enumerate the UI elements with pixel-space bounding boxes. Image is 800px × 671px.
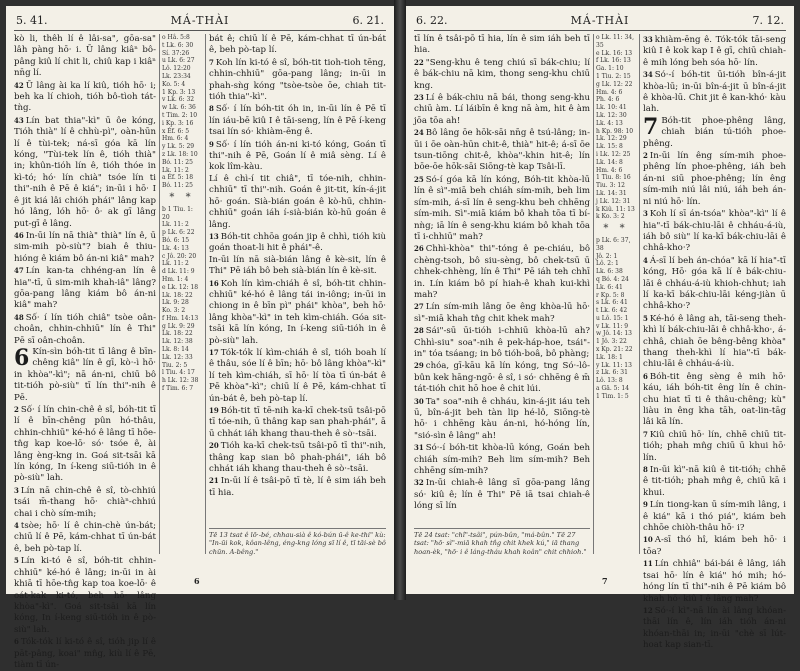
cross-reference: Lk. 23:34 [162, 72, 191, 80]
right-header-book-title: MÁ-THÀI [570, 14, 630, 27]
verse-number: 17 [209, 347, 219, 357]
verse-text: Bô lâng ōe hōk-sāi nn̄g ê tsú-lâng; in-ūi i ōe oàn-hūn chit-ê, thià" hit-ê; á-sī ōe tsun-tiōng chit-ê, khòa"-khin hit-ê; lín bōe-ōe hōk-sāi Siōng-tè kap Tsâi-lī. [414, 128, 590, 173]
verse-paragraph [414, 174, 590, 243]
cross-reference: v Lk. 6: 32 [162, 96, 195, 104]
cross-reference: t Tim. 2: 10 [162, 111, 198, 119]
verse-paragraph [643, 113, 786, 150]
cross-reference: f Lk. 16: 13 [596, 57, 631, 65]
cross-reference: Ph. 4: 6 [596, 96, 620, 104]
verse-number: 9 [643, 500, 648, 510]
left-cross-references [162, 34, 202, 554]
verse-paragraph [643, 34, 786, 69]
cross-reference: Hm. 4: 6 [596, 88, 623, 96]
chapter-number: 7 [643, 113, 659, 140]
verse-text: Lín bat thia"-kì" ū ôe kóng, Tióh thià" lí ê chhù-pì", oàn-hūn lí ê tùi-tek; ná-sī góa kā lín kóng, "Tùi-tek lín ê, tióh thià" in; khûn-tióh lín ê, tióh thóe in kì-tó; hó· lín chià" tsóe lín ti thi"-nih ê Pē ê kiá"; in-ūi i hō· I ê jit kiá lâi chióh phái" lâng kap hó lâng, lóh hō· ô· ak gī lâng put-gī ê lâng. [14, 115, 156, 229]
cross-reference: e Lk. 16: 13 [596, 49, 633, 57]
verse-text: tsòe; hō· lí ê chin-chè ún-bát; chiū lí ê Pē, kám-chhat tī ún-bát ê, beh pò-tap lí. [14, 521, 156, 554]
right-text-column-2 [643, 34, 786, 651]
verse-text: Lín chhiâ" bái-bái ê lâng, iáh tsai hō· lín ê kiá" hó mih; hó-hóng lín tī thi"-nih ê Pē kiám bô khah hō· kiû I ê lâng mah? [643, 559, 786, 604]
verse-text: Số· í lín tióh chiâ" tsòe oân-choân, chhin-chhiū" lín ê Thi" Pē sī oân-choân. [14, 312, 156, 346]
cross-reference: g Lk. 12: 22 [596, 80, 633, 88]
cross-reference: a Éf. 5: 18 [162, 174, 194, 182]
column-divider [593, 34, 594, 554]
verse-text: Bóh-tit chhōa goán jip ê chhì, tióh kiù goán thoat-li hit ê phái"-ê. [209, 231, 386, 254]
verse-text: In-ūi lín nā sià-bián lâng ê kè-sit, lín ê Thi" Pē iáh bô beh sià-bián lín ê kè-sit. [209, 254, 386, 277]
verse-text: Lín kan-ta chhéng-an lín ê hia"-tī, ū sim-mih khah-iâ" lâng? gōa-pang lâng kiám bô án-ni kiâ" mah? [14, 266, 156, 311]
verse-text: Koh lín kìm-chiáh ê sî, bóh-tit chhin-chhiū" ké-hó ê lâng tái in-iông; in-ūi in chiong in ê bīn pì" phái" khòa", beh hō· lâng khòa"-kì" in teh kìm-chiáh. Góa sit-tsāi kā lín kóng, In í-keng siū-tióh in ê pò-siù" lah. [209, 278, 386, 346]
verse-text: In-ūi lín nā thià" thià" lín ê, ū sim-mih pò-siù"? biah ê thiu-hióng ê kiám bô án-ni kiâ" mah? [14, 230, 156, 264]
cross-reference: Lk. 12: 30 [596, 111, 627, 119]
verse-text: Chhì-khòa" thi"-tóng ê pe-chiáu, bô chèng-tsoh, bô siu-sèng, bô chek-tsū ū chhek-chhèng, lín ê Thi" Pē iáh teh chhī in. Lín kiám bô pí hiah-ê khah kui-khì mah? [414, 244, 590, 300]
cross-reference: i Lk. 12: 25 [596, 150, 631, 158]
cross-reference: Tiu. 3: 12 [596, 182, 625, 190]
left-text-column-1 [14, 34, 156, 670]
verse-text: A-sī thó hî, kiám beh hō· i tōa? [643, 535, 786, 557]
right-page-number: 7 [602, 576, 608, 586]
verse-paragraph [14, 34, 156, 80]
cross-reference: u Lk. 6: 27 [162, 57, 195, 65]
cross-reference: 1 Tiu. 8: 16 [596, 174, 631, 182]
verse-number: 31 [414, 443, 424, 453]
book-gutter [394, 0, 406, 600]
verse-number: 21 [209, 476, 219, 486]
verse-number: 10 [643, 535, 653, 545]
cross-reference: Lk. 15: 8 [596, 143, 623, 151]
header-rule [14, 30, 386, 31]
cross-reference: e Lk. 12: 18 [162, 283, 199, 291]
header-rule [414, 30, 786, 31]
right-text-column-1 [414, 34, 590, 524]
verse-number: 24 [414, 128, 424, 138]
verse-number: 4 [643, 255, 648, 265]
cross-reference: x Éf. 6: 5 [162, 127, 190, 135]
verse-text: Tók-tók lí ki-tó ê sî, tióh jip lí ê pāt-pâng, koai" mn̂g, kiù lí ê Pē, tiàm tī ún- [14, 637, 156, 670]
verse-paragraph [209, 278, 386, 347]
verse-paragraph [414, 396, 590, 443]
cross-reference: Lk. 11: 2 [162, 166, 189, 174]
verse-text: Lí ê chì-í tit chiâ", tī tóe-nih, chhin-chhiū" tī thi"-nih. Goán ê jit-tit, kín-á-jit hō· goán. Sià-bián goán ê kò-hū, chhin-chhiū" goán iáh í-sià-bián kò-hū goán ê lâng. [209, 173, 386, 230]
cross-reference: Lk. 18: 1 [596, 353, 623, 361]
cross-reference: t Lk. 6: 42 [596, 307, 628, 315]
cross-reference: Lk. 18: 22 [162, 330, 193, 338]
verse-text: Lín sím-mih lâng ōe êng khòa-lū hō· sì"-miā khah tn̂g chit khek mah? [414, 302, 590, 324]
verse-text: Ta" soa"-nih ê chháu, kin-á-jit iáu teh ū, bîn-á-jit beh tàn lip hé-lô, Siōng-tè hō· i chhēng kàu án-ni, hó-hóng lín, "sió-sìn ê lâng" ah! [414, 396, 590, 441]
chapter-separator-stars: * * [603, 223, 629, 235]
verse-number: 6 [643, 371, 648, 381]
verse-number: 42 [14, 80, 24, 90]
verse-text: Lín ki-tó ê sî, bóh-tit chhin-chhiū" ké-hó ê lâng; in-ūi in ài khiā tī hōe-tn̂g kap toa koe-lō· ê oát-kak ki-tó, beh hō· lâng khòa"-kì". Goá sit-tsāi kā lín kóng, In í-keng siū-tióh in ê pò-siù" lah. [14, 556, 156, 635]
verse-number: 43 [14, 115, 24, 125]
cross-reference: s Lk. 6: 41 [596, 299, 628, 307]
verse-number: 2 [643, 151, 648, 161]
verse-paragraph [209, 475, 386, 499]
verse-text: "Seng-khu ê teng chiú sī bák-chiu; lí ê bák-chiu nā kim, thong seng-khu chiū kng. [414, 57, 590, 91]
verse-number: 20 [209, 441, 219, 451]
verse-text: Sái"-sū ūi-tióh i-chhiū khòa-lū ah? Chhì-siu" soa"-nih ê pek-háp-hoe, tsái"-in" tóa tsáang; in bô tióh-boâ, bô phàng; [414, 326, 590, 359]
verse-paragraph [414, 301, 590, 325]
verse-paragraph [14, 115, 156, 230]
verse-paragraph [643, 534, 786, 558]
verse-paragraph [14, 230, 156, 265]
right-header-ref-start: 6. 22. [416, 14, 448, 27]
cross-reference: l Tiu. 4: 17 [162, 369, 195, 377]
cross-reference: Bó. 11: 25 [162, 182, 193, 190]
verse-paragraph [643, 208, 786, 255]
verse-text: Tióh ka-kī chek-tsū tsâi-pō tī thi"-nih, thâng kap sian bô phah-phái", iáh bô chhát iáh khang thau-theh ê sò·-tsāi. [209, 441, 386, 475]
cross-reference: Lk. 11: 2 [162, 260, 189, 268]
cross-reference: f Tim. 6: 7 [162, 385, 194, 393]
verse-text: khiàm-ēng ê. Tók-tók tāi-seng kiû I ê kok kap I ê gī, chiū chiah-ê mih lóng beh sóa hō· lín. [643, 35, 786, 68]
right-footnote: Tē 24 tsat: "chî"-tsâi", pún-bûn, "má-bûn." Tē 27 tsat: "hō· sì"-miā khah tn̂g chit khek kú," iā thang hoan-èk, "hō· i ê láng-tháu khah koân" chit chhioh." [414, 531, 587, 556]
verse-text: Bóh-tit phoe-phêng lâng, chiah bián tú-tióh phoe-phêng. [643, 115, 786, 149]
verse-number: 2 [14, 405, 19, 414]
verse-paragraph [209, 174, 386, 231]
cross-reference: Ko. 5: 4 [162, 80, 186, 88]
verse-text: Lín tiong-kan ū sím-mih lâng, i ê kiá" kā i thó piá", kiám beh chhōe chiòh-thâu hō· i? [643, 500, 786, 534]
verse-paragraph [643, 255, 786, 313]
verse-number: 5 [643, 313, 648, 323]
cross-reference: Tiu. 2: 5 [162, 361, 188, 369]
verse-number: 8 [643, 465, 648, 475]
cross-reference: t Lk. 6: 30 [162, 41, 194, 49]
verse-text: In-ūi kì"-nā kiû ê tit-tióh; chhē ê tit-tióh; phah mn̂g ê, chiū kā i khui. [643, 465, 786, 498]
left-header-book-title: MÁ-THÀI [170, 14, 230, 27]
left-text-column-2 [209, 34, 386, 524]
verse-paragraph [209, 347, 386, 405]
verse-paragraph [209, 34, 386, 57]
verse-paragraph [209, 103, 386, 138]
cross-reference: y Lk. 11: 13 [596, 361, 632, 369]
cross-reference: h Lk. 12: 38 [162, 377, 199, 385]
cross-reference: p Lk. 6: 37, 38 [596, 236, 631, 252]
verse-text: Bóh-tit tī tē-nih ka-kī chek-tsū tsâi-pō tī tóe-nih, ū thâng kap san phah-phái", ā ū chhát iáh khang thau-theh ê sò·-tsāi. [209, 406, 386, 439]
column-divider [205, 34, 206, 554]
cross-reference: a Gā. 5: 14 [596, 385, 630, 393]
verse-text: Só-í góa kā lín kóng, Bóh-tit khòa-lū lín ê sì"-miā beh chiáh sím-mih, beh lim sím-mih, á-sī lín ê seng-khu beh chhēng sím-mih. Sì"-miā kiám bô khah tōa tī bí-nǹg; iā lín ê seng-khu kiám bô khah tōa tī i-chhiū" mah? [414, 174, 590, 242]
verse-paragraph [643, 605, 786, 652]
verse-number: 23 [414, 93, 424, 103]
verse-paragraph [414, 360, 590, 395]
verse-paragraph [643, 69, 786, 116]
cross-reference: Jô. 2: 1 [596, 252, 618, 260]
cross-reference: g Lk. 9: 29 [162, 322, 195, 330]
verse-number: 16 [209, 278, 219, 288]
verse-number: 13 [209, 231, 219, 241]
verse-paragraph [209, 57, 386, 104]
cross-reference: o Lk. 11: 34, 35 [596, 34, 635, 49]
cross-reference: Lk. 12: 29 [596, 135, 627, 143]
cross-reference: 1 Kp. 3: 13 [162, 88, 196, 96]
verse-paragraph [14, 636, 156, 671]
verse-number: 29 [414, 361, 424, 371]
chapter-number: 6 [14, 344, 30, 371]
cross-reference: Lô. 13: 8 [596, 377, 623, 385]
cross-reference: 1 Tiu. 2: 15 [596, 72, 631, 80]
verse-paragraph [643, 429, 786, 464]
cross-reference: r Kp. 5: 8 [596, 291, 625, 299]
verse-number: 6 [14, 637, 19, 647]
verse-paragraph [414, 442, 590, 477]
verse-text: Lín nā chin-chê ê sî, tò-chhiú tsái m̄-thang hō· chiàⁿ-chhiú chai i chò sím-mih; [14, 485, 156, 519]
cross-reference: Lk. 14: 8 [596, 158, 623, 166]
verse-number: 11 [643, 559, 653, 569]
left-page-number: 6 [194, 576, 200, 586]
cross-reference: z Lk. 18: 10 [162, 150, 198, 158]
cross-reference: w Lk. 6: 36 [162, 104, 196, 112]
cross-reference: Lk. 8: 14 [162, 346, 189, 354]
verse-text: Lí ê bák-chiu nā bái, thong seng-khu chiū àm. Lí láibīn ê kng nā àm, hit ê àm jōa tōa ah! [414, 93, 590, 126]
cross-reference: b 1 Tiu. 1: 20 [162, 205, 193, 221]
verse-number: 28 [414, 326, 424, 336]
cross-reference: Bó. 11: 25 [162, 158, 193, 166]
verse-paragraph [14, 265, 156, 312]
footnote-rule [414, 528, 590, 529]
verse-text: Số· í lín chin-chê ê sî, bóh-tit tī lí ê bīn-chêng pûn hó-thâu, chhin-chhiū" ké-hó ê lâng tī hōe-tn̂g kap koe-lō· só· tsóe ê, ài lâng èng-kng in. Goá sit-tsāi kā lín kóng, In í-keng siū-tióh in ê pò-siù" lah. [14, 405, 156, 484]
left-footnote: Tē 13 tsat ê lō·-bé, chhau-sià ê kó-bún ū-ê ke-thi" kù: "In-ūi kok, kôan-lêng, éng-kng lóng sī lí ê, tī tāi-sè bô chūn. A-bêng." [209, 531, 386, 556]
verse-text: Kín-sìn bóh-tit tī lâng ê bīn-chêng kiâ" lín ê gī, kò·-ì hō· in khòa"-kì"; nā án-ni, chiū bô tit-tióh pò-siù" tī lín thi"-nih ê Pē. [14, 346, 156, 403]
verse-number: 33 [643, 35, 653, 44]
column-divider [159, 34, 160, 554]
cross-reference: Lk. 14: 31 [596, 189, 627, 197]
verse-number: 25 [414, 174, 424, 184]
verse-number: 22 [414, 57, 424, 67]
cross-reference: y Lk. 5: 29 [162, 143, 195, 151]
verse-paragraph [209, 255, 386, 278]
cross-reference: v Lk. 11: 9 [596, 322, 629, 330]
cross-reference: Lk. 9: 28 [162, 299, 189, 307]
cross-reference: Ko. 3: 2 [162, 307, 186, 315]
verse-paragraph [643, 499, 786, 534]
cross-reference: o Hâ. 5:8 [162, 34, 190, 41]
verse-text: In-ūi lín êng sím-mih phoe-phêng lín phoe-phêng, iáh beh án-ni siū phoe-phêng; lín êng sím-mih niú lâi niú, iáh beh án-ni niú hō· lín. [643, 151, 786, 207]
cross-reference: k Ko. 3: 2 [596, 213, 625, 221]
verse-paragraph [14, 555, 156, 636]
verse-text: Á-sī lí beh án-chóa" kā lí hia"-tī kóng, Hō· góa kā lí ê bák-chiu-lāi ê chháu-á-iù khioh-chhut; iah lí ka-kī bák-chiu-lāi kéng-jiàn ū chhâ-kho·? [643, 255, 786, 312]
cross-reference: Hm. 1: 4 [162, 275, 189, 283]
cross-reference: k Kiû. 11: 13 [596, 205, 635, 213]
verse-text: tī lín ê tsâi-pō tī hia, lín ê sim iáh beh tī hia. [414, 34, 590, 56]
cross-reference: Lô. 2: 1 [596, 260, 619, 268]
cross-reference: z Lk. 6: 31 [596, 369, 628, 377]
verse-paragraph [643, 313, 786, 371]
verse-paragraph [414, 325, 590, 360]
verse-number: 48 [14, 312, 24, 322]
cross-reference: d Lk. 11: 9 [162, 268, 195, 276]
left-page-header [16, 14, 384, 28]
verse-text: Số· í lín bóh-tit óh in, in-ūi lín ê Pē tī lín iáu-bē kiû I ê tāi-seng, lín ê Pē í-keng tsai lín só· khiàm-ēng ê. [209, 104, 386, 138]
cross-reference: w Jô. 14: 13 [596, 330, 632, 338]
cross-reference: j Lk. 12: 31 [596, 197, 631, 205]
cross-reference: c Jô. 20: 20 [162, 252, 197, 260]
verse-paragraph [14, 520, 156, 555]
verse-paragraph [414, 57, 590, 92]
verse-paragraph [643, 371, 786, 429]
verse-paragraph [414, 92, 590, 127]
verse-text: Kiû chiū hō· lín, chhē chiū tit-tióh; phah mn̂g chiū ū khui hō· lín. [643, 429, 786, 463]
verse-paragraph [209, 440, 386, 475]
verse-paragraph [209, 405, 386, 440]
cross-reference: Lk. 12: 33 [162, 353, 193, 361]
cross-reference: Lk. 12: 38 [162, 338, 193, 346]
right-header-ref-end: 7. 12. [752, 14, 784, 27]
cross-reference: x Kp. 21: 22 [596, 346, 633, 354]
verse-number: 4 [14, 521, 19, 531]
footnote-rule [209, 528, 386, 529]
cross-reference: Lk. 10: 41 [596, 104, 627, 112]
verse-number: 12 [643, 605, 653, 615]
verse-text: Só·-í bóh-tit khòa-lū kóng, Goán beh chiáh sím-mih? Beh lim sím-mih? Beh chhēng sím-mih? [414, 443, 590, 477]
verse-paragraph [209, 139, 386, 174]
verse-text: Só·-í bóh-tit ūi-tióh bîn-á-jit khòa-lū; in-ūi bîn-á-jit ū bîn-á-jit ê khòa-lū. Chit jit ê kan-khó· kàu lah. [643, 70, 786, 115]
verse-paragraph [414, 243, 590, 301]
verse-text: Koh lí sī án-tsóa" khòa"-kì" lí ê hia"-tī bák-chiu-lāi ê chháu-á-iù, iáh bô siù" lí ka-kī bák-chiu-lāi ê chhâ-kho·? [643, 209, 786, 254]
verse-number: 27 [414, 302, 424, 312]
right-cross-references [596, 34, 636, 554]
cross-reference: u Lô. 15: 1 [596, 314, 629, 322]
cross-reference: Hm. 4: 6 [596, 166, 623, 174]
verse-text: chóa, gī-kāu kā lín kóng, tng Só·-lô-bûn kek hāng-ngō· ê sî, i só· chhēng ê m̄ tát-tióh chit hō hoe ê chit lúi. [414, 361, 590, 395]
verse-paragraph [209, 231, 386, 255]
verse-number: 30 [414, 396, 424, 406]
verse-text: Tók-tók lí kìm-chiáh ê sî, tióh boah lí ê thâu, sóe lí ê bīn; hō· bô lâng khòa"-kì" lí teh kìm-chiáh, sī hō· lí tòa tī ún-bát ê Pē khòa"-kì"; chiū lí ê Pē, kám-chhat tī ún-bát ê, beh pò-tap lí. [209, 347, 386, 404]
cross-reference: h Kp. 98: 10 [596, 127, 634, 135]
verse-paragraph [14, 312, 156, 347]
cross-reference: Lk. 4: 13 [162, 244, 189, 252]
verse-number: 3 [14, 485, 19, 495]
verse-text: Bóh-tit êng sèng ê mih hō· káu, iáh bóh-tit êng lín ê chin-chu hiat tī ti ê thâu-chêng; kù" liàu in êng kha tāh, oat-lin-tāg lâi kā lín. [643, 371, 786, 428]
verse-paragraph [643, 464, 786, 499]
verse-paragraph [414, 477, 590, 512]
verse-number: 5 [14, 556, 19, 566]
left-header-ref-start: 5. 41. [16, 14, 48, 27]
verse-text: In-ūi lí ê tsâi-pō tī tè, lí ê sim iáh beh tī hia. [209, 476, 386, 498]
verse-paragraph [14, 80, 156, 115]
right-page [406, 6, 794, 651]
cross-reference: 1 Tim. 1: 5 [596, 392, 629, 400]
verse-number: 9 [209, 139, 214, 149]
verse-paragraph [14, 404, 156, 485]
verse-text: Koh lín ki-tó ê sî, bóh-tit tioh-tioh tēng, chhin-chhiū" gōa-pang lâng; in-ūi in phah-sǹg kóng "tsòe-tsòe ōe, chiah tit-tióh thia"-kì". [209, 57, 386, 103]
left-page [6, 6, 394, 670]
cross-reference: i Kp. 3: 16 [162, 119, 194, 127]
cross-reference: Lk. 18: 22 [162, 291, 193, 299]
verse-number: 8 [209, 104, 214, 114]
verse-number: 7 [643, 429, 648, 439]
verse-number: 47 [14, 266, 24, 276]
cross-reference: p Lk. 6: 22 [162, 229, 195, 237]
verse-text: Ū lâng ài ka lí kiû, tióh hō· i; beh ka lí chioh, tióh bô-tìoh tát-tǹg. [14, 80, 156, 114]
left-header-ref-end: 6. 21. [352, 14, 384, 27]
verse-paragraph [414, 127, 590, 174]
verse-text: kò li, thêh lí ê lâi-sa", gōa-sa" lâh pàng hō· i. Ū lâng kiâⁿ bô-pâng kiû lí chit li, chiû kap i kiâⁿ nn̄g lí. [14, 34, 156, 79]
verse-number: 34 [643, 70, 653, 80]
cross-reference: Ga. 1: 10 [596, 65, 624, 73]
verse-paragraph [14, 485, 156, 520]
verse-text: bát ê; chiū lí ê Pē, kám-chhat tī ún-bát ê, beh pò-tap lí. [209, 34, 386, 56]
cross-reference: Hm. 6: 4 [162, 135, 189, 143]
verse-number: 19 [209, 406, 219, 415]
column-divider [639, 34, 640, 554]
cross-reference: 1 Jô. 3: 22 [596, 338, 627, 346]
cross-reference: Bó. 6: 15 [162, 236, 190, 244]
verse-paragraph [414, 34, 590, 57]
cross-reference: f Hm. 14:13 [162, 314, 199, 322]
verse-number: 26 [414, 244, 424, 254]
cross-reference: Lk. 11: 2 [162, 221, 189, 229]
verse-text: Ké-hó ê lâng ah, tāi-seng theh-khì lí bák-chiu-lāi ê chhâ-kho·, á-chhâ, chiah ōe bêng-bêng khòa" thang theh-khì lí hia"-tī bák-chiu-lāi ê chháu-á-iù. [643, 313, 786, 370]
verse-paragraph [14, 344, 156, 404]
verse-text: Só·-í kì"-nā lín ài lâng khóan-thāi lín ê, lín iáh tióh án-ni khóan-thāi in; in-ūi "chè sī lút-hoat kap sian-tī. [643, 605, 786, 651]
verse-paragraph [643, 558, 786, 605]
cross-reference: Lk. 6: 38 [596, 268, 623, 276]
cross-reference: Sí. 37:26 [162, 49, 190, 57]
cross-reference: Lô. 12:20 [162, 65, 191, 73]
verse-number: 7 [209, 57, 214, 67]
cross-reference: q Bó. 4: 24 [596, 275, 629, 283]
cross-reference: Lk. 4: 13 [596, 119, 623, 127]
cross-reference: Lk. 6: 41 [596, 283, 623, 291]
chapter-separator-stars: * * [169, 191, 195, 203]
verse-text: Số· í lín tióh án-ni ki-tó kóng, Goán tī thi"-nih ê Pē, Goán lí ê miâ sèng. Lí ê kok lîm-kàu. [209, 139, 386, 173]
verse-number: 46 [14, 230, 24, 240]
verse-number: 32 [414, 478, 424, 488]
verse-paragraph [643, 150, 786, 208]
verse-number: 3 [643, 209, 648, 219]
verse-text: In-ūi chiah-ê lâng sī gōa-pang lâng só· kiû ê; lín ê Thi" Pē iā tsai chiah-ê lóng sī lín [414, 478, 590, 512]
right-page-header [416, 14, 784, 28]
